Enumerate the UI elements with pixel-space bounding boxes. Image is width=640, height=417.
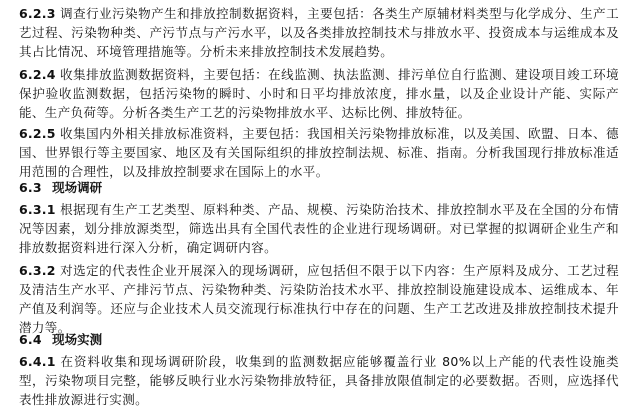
clause-text: 在资料收集和现场调研阶段，收集到的监测数据应能够覆盖行业 80%以上产能的代表性设施类型，污染物项目完整，能够反映行业水污染物排放特征，具备排放限值制定的必要数据。否则，应选择代表性排放源进行实测。 bbox=[19, 354, 620, 407]
section-title: 现场实测 bbox=[52, 332, 103, 347]
paragraph-6-2-5 bbox=[19, 124, 619, 181]
paragraph-6-4-1 bbox=[19, 352, 619, 409]
clause-text: 收集国内外相关排放标准资料，主要包括：我国相关污染物排放标准，以及美国、欧盟、日本、德国、世界银行等主要国家、地区及有关国际组织的排放控制法规、标准、指南。分析我国现行排放标准适用范围的合理性，以及排放控制要求在国际上的水平。 bbox=[19, 126, 620, 179]
section-number: 6.3 bbox=[19, 180, 42, 195]
clause-text: 收集排放监测数据资料，主要包括：在线监测、执法监测、排污单位自行监测、建设项目竣工环境保护验收监测数据，包括污染物的瞬时、小时和日平均排放浓度，排水量，以及企业设计产能、实际产能、生产负荷等。分析各类生产工艺的污染物排放水平、达标比例、排放特征。 bbox=[19, 67, 620, 120]
clause-text: 根据现有生产工艺类型、原料种类、产品、规模、污染防治技术、排放控制水平及在全国的分布情况等因素，划分排放源类型，筛选出具有全国代表性的企业进行现场调研。对已掌握的拟调研企业生产和排放数据资料进行深入分析，确定调研内容。 bbox=[19, 202, 620, 255]
clause-number: 6.2.5 bbox=[19, 126, 56, 141]
section-heading-6-4 bbox=[19, 332, 102, 348]
clause-number: 6.2.4 bbox=[19, 67, 56, 82]
clause-text: 对选定的代表性企业开展深入的现场调研，应包括但不限于以下内容：生产原料及成分、工艺过程及清洁生产水平、产排污节点、污染物种类、污染防治技术水平、排放控制设施建设成本、运维成本、年产值及利润等。还应与企业技术人员交流现行标准执行中存在的问题、生产工艺改进及排放控制技术提升潜力等。 bbox=[19, 263, 620, 335]
section-heading-6-3 bbox=[19, 180, 102, 196]
clause-number: 6.3.1 bbox=[19, 202, 56, 217]
paragraph-6-2-3 bbox=[19, 4, 619, 61]
clause-text: 调查行业污染物产生和排放控制数据资料，主要包括：各类生产原辅材料类型与化学成分、生产工艺过程、污染物种类、产污节点与产污水平，以及各类排放控制技术与排放水平、投资成本与运维成本及其占比情况、环境管理措施等。分析未来排放控制技术发展趋势。 bbox=[19, 6, 620, 59]
paragraph-6-3-2 bbox=[19, 261, 619, 337]
section-number: 6.4 bbox=[19, 332, 42, 347]
paragraph-6-3-1 bbox=[19, 200, 619, 257]
clause-number: 6.4.1 bbox=[19, 354, 56, 369]
paragraph-6-2-4 bbox=[19, 65, 619, 122]
clause-number: 6.3.2 bbox=[19, 263, 56, 278]
section-title: 现场调研 bbox=[52, 180, 103, 195]
clause-number: 6.2.3 bbox=[19, 6, 56, 21]
